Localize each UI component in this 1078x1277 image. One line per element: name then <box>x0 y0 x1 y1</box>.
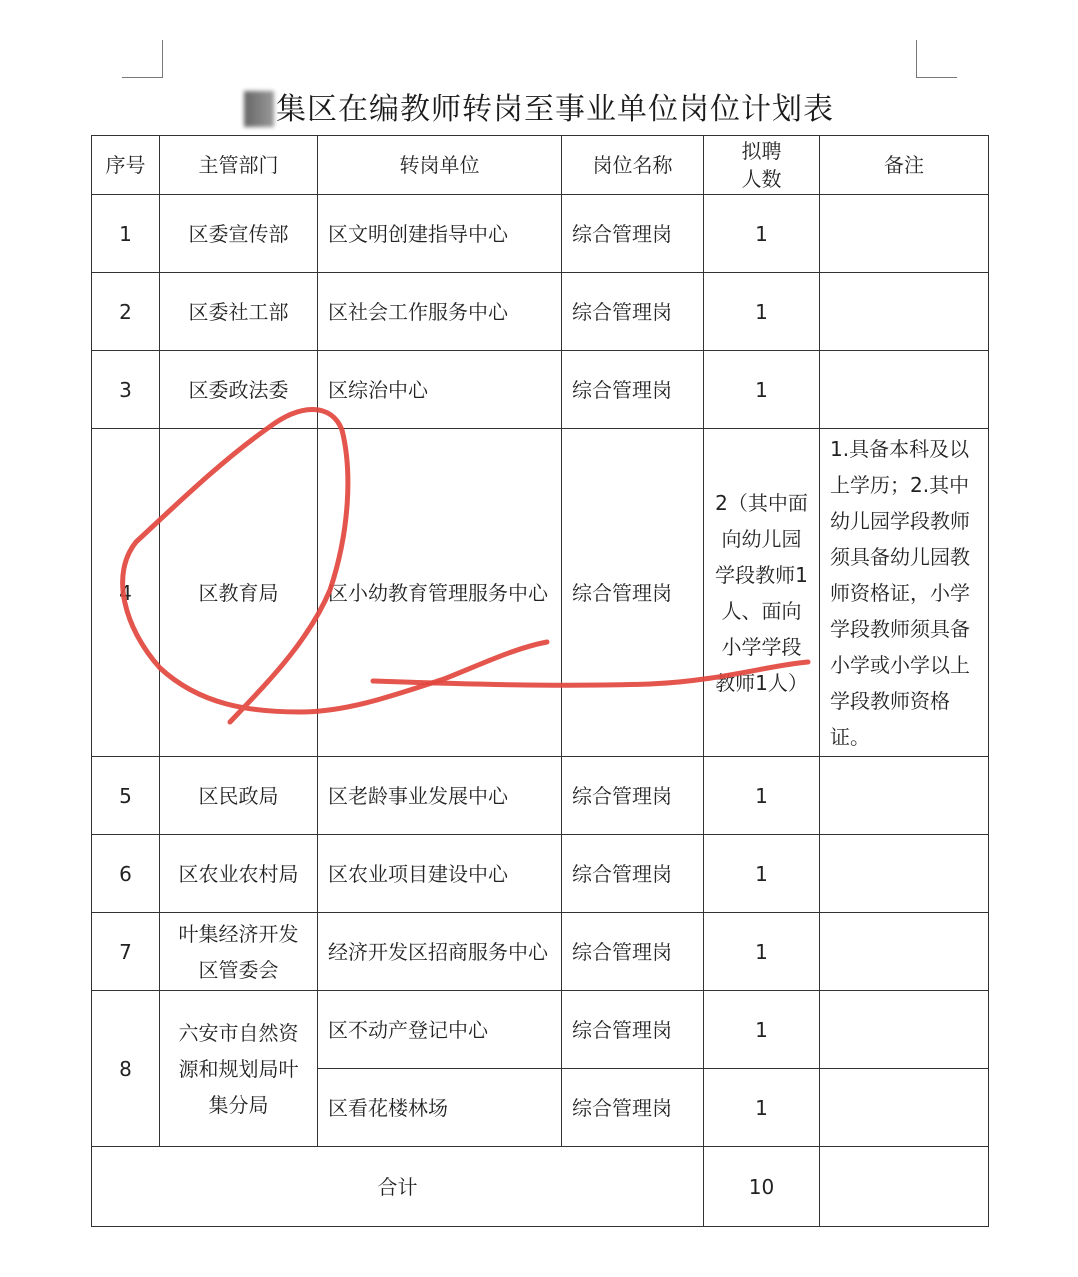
cell-unit: 区看花楼林场 <box>318 1069 562 1147</box>
cell-seq: 6 <box>92 835 160 913</box>
header-unit: 转岗单位 <box>318 136 562 195</box>
cell-count: 1 <box>704 835 820 913</box>
cell-count: 1 <box>704 991 820 1069</box>
cell-note <box>820 273 989 351</box>
cell-note <box>820 835 989 913</box>
plan-table <box>91 135 989 1227</box>
cell-seq: 8 <box>92 991 160 1147</box>
header-count: 拟聘人数 <box>704 136 820 195</box>
page-title <box>0 84 1078 128</box>
cell-post: 综合管理岗 <box>562 273 704 351</box>
cell-post: 综合管理岗 <box>562 1069 704 1147</box>
cell-post: 综合管理岗 <box>562 757 704 835</box>
table-header-row <box>92 136 989 195</box>
cell-post: 综合管理岗 <box>562 429 704 757</box>
table-row <box>92 273 989 351</box>
cell-seq: 2 <box>92 273 160 351</box>
cell-dept: 叶集经济开发区管委会 <box>160 913 318 991</box>
total-row <box>92 1147 989 1227</box>
cell-dept: 六安市自然资源和规划局叶集分局 <box>160 991 318 1147</box>
cell-post: 综合管理岗 <box>562 195 704 273</box>
cell-count: 1 <box>704 913 820 991</box>
header-seq: 序号 <box>92 136 160 195</box>
cell-count: 1 <box>704 1069 820 1147</box>
cell-post: 综合管理岗 <box>562 913 704 991</box>
total-label: 合计 <box>92 1147 704 1227</box>
cell-dept: 区民政局 <box>160 757 318 835</box>
crop-mark-top-right <box>916 40 957 78</box>
cell-unit: 区老龄事业发展中心 <box>318 757 562 835</box>
cell-unit: 区社会工作服务中心 <box>318 273 562 351</box>
table-row <box>92 429 989 757</box>
cell-dept: 区委政法委 <box>160 351 318 429</box>
cell-post: 综合管理岗 <box>562 991 704 1069</box>
cell-seq: 3 <box>92 351 160 429</box>
cell-unit: 区综治中心 <box>318 351 562 429</box>
cell-seq: 4 <box>92 429 160 757</box>
crop-mark-top-left <box>122 40 163 78</box>
cell-count: 1 <box>704 757 820 835</box>
cell-unit: 区文明创建指导中心 <box>318 195 562 273</box>
cell-count: 1 <box>704 195 820 273</box>
table-row <box>92 351 989 429</box>
cell-unit: 区不动产登记中心 <box>318 991 562 1069</box>
cell-note: 1.具备本科及以上学历；2.其中幼儿园学段教师须具备幼儿园教师资格证，小学学段教师须具备小学或小学以上学段教师资格证。 <box>820 429 989 757</box>
total-count: 10 <box>704 1147 820 1227</box>
header-post: 岗位名称 <box>562 136 704 195</box>
table-row <box>92 195 989 273</box>
cell-count: 1 <box>704 351 820 429</box>
cell-dept: 区教育局 <box>160 429 318 757</box>
table-row <box>92 991 989 1069</box>
header-dept: 主管部门 <box>160 136 318 195</box>
cell-note <box>820 195 989 273</box>
cell-unit: 区小幼教育管理服务中心 <box>318 429 562 757</box>
cell-dept: 区委宣传部 <box>160 195 318 273</box>
table-row <box>92 757 989 835</box>
cell-seq: 7 <box>92 913 160 991</box>
table-row <box>92 835 989 913</box>
table-row <box>92 913 989 991</box>
cell-note <box>820 913 989 991</box>
redacted-block <box>244 91 274 127</box>
cell-note <box>820 991 989 1069</box>
cell-seq: 5 <box>92 757 160 835</box>
cell-post: 综合管理岗 <box>562 351 704 429</box>
cell-dept: 区委社工部 <box>160 273 318 351</box>
cell-note <box>820 1069 989 1147</box>
title-text: 集区在编教师转岗至事业单位岗位计划表 <box>276 92 834 127</box>
cell-count: 1 <box>704 273 820 351</box>
cell-note <box>820 351 989 429</box>
cell-post: 综合管理岗 <box>562 835 704 913</box>
header-note: 备注 <box>820 136 989 195</box>
total-note <box>820 1147 989 1227</box>
cell-dept: 区农业农村局 <box>160 835 318 913</box>
cell-unit: 区农业项目建设中心 <box>318 835 562 913</box>
cell-seq: 1 <box>92 195 160 273</box>
cell-count: 2（其中面向幼儿园学段教师1人、面向小学学段教师1人） <box>704 429 820 757</box>
cell-note <box>820 757 989 835</box>
cell-unit: 经济开发区招商服务中心 <box>318 913 562 991</box>
